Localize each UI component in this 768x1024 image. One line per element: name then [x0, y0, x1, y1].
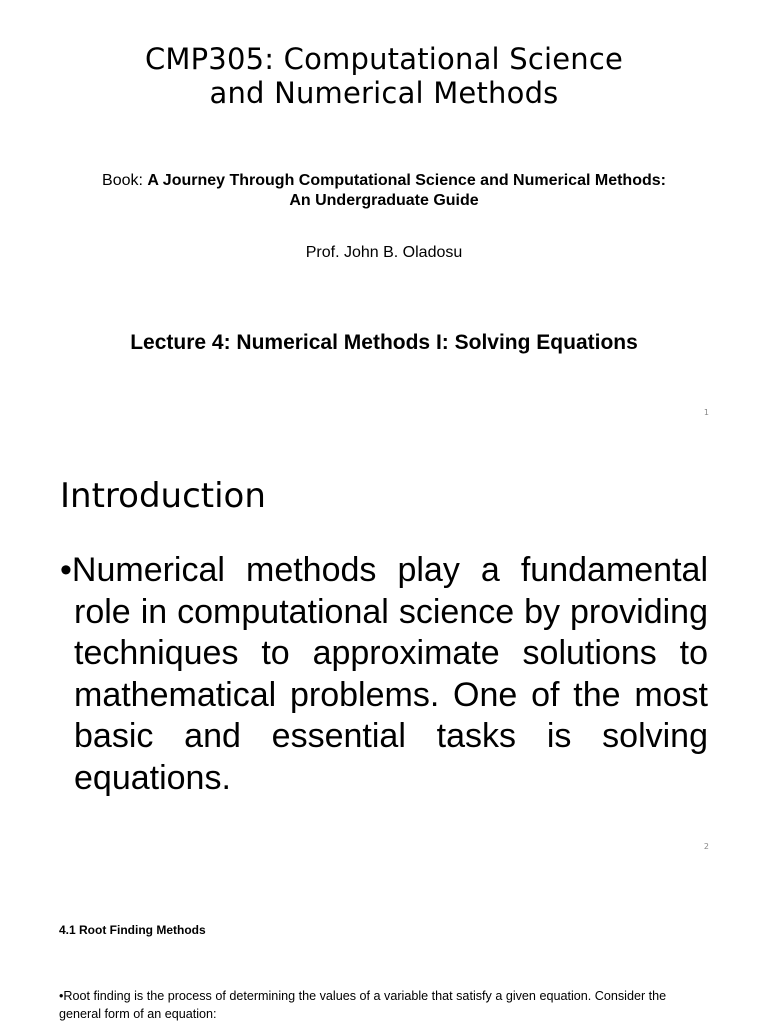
- page-number: 2: [703, 842, 709, 851]
- course-title-line-1: CMP305: Computational Science: [144, 42, 624, 76]
- course-title-line-2: and Numerical Methods: [209, 76, 559, 110]
- section-heading: Introduction: [60, 476, 266, 516]
- slide-1: [0, 0, 768, 430]
- book-reference: [100, 171, 668, 211]
- section-heading: 4.1 Root Finding Methods: [59, 923, 206, 937]
- book-label: Book:: [102, 172, 143, 189]
- bullet-paragraph: •Numerical methods play a fundamental role in computational science by providing techniques to approximate solutions to mathematical problems. One of the most basic and essential tasks is solving equations.: [60, 551, 708, 797]
- page-number: 1: [703, 408, 709, 417]
- author-name: Prof. John B. Oladosu: [305, 244, 463, 261]
- slide-3: [0, 860, 768, 1024]
- book-title: A Journey Through Computational Science and Numerical Methods: An Undergraduate Guide: [147, 172, 666, 209]
- course-title: [0, 42, 768, 110]
- lecture-title: Lecture 4: Numerical Methods I: Solving Equations: [130, 331, 638, 354]
- slide-2: [0, 430, 768, 860]
- bullet-paragraph: •Root finding is the process of determining the values of a variable that satisfy a given equation. Consider the general form of an equation:: [59, 989, 667, 1021]
